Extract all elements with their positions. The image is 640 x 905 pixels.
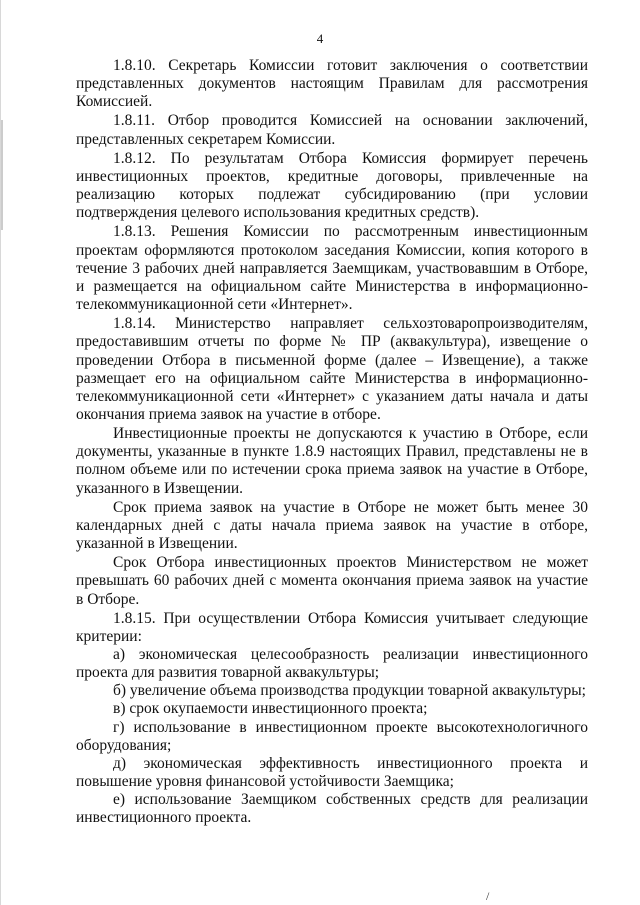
page-number: 4 <box>316 31 324 46</box>
footer-mark: / <box>486 889 490 903</box>
paragraph-exclusion: Инвестиционные проекты не допускаются к участию в Отборе, если документы, указанные в пункте 1.8.9 настоящих Правил, представлены не в полном объеме или по истечении срока приема заявок на участие в Отборе, указанного в Извещении. <box>76 425 588 497</box>
criterion-b: б) увеличение объема производства продукции товарной аквакультуры; <box>113 682 586 700</box>
criterion-d: д) экономическая эффективность инвестиционного проекта и повышение уровня финансовой устойчивости Заемщика; <box>76 754 588 791</box>
paragraph-1-8-14: 1.8.14. Министерство направляет сельхозтоваропроизводителям, предоставившим отчеты по форме № ПР (аквакультура), извещение о проведении Отбора в письменной форме (далее – Извещение), а также размещает его на официальном сайте Министерства в информационно-телекоммуникационной сети «Интернет» с указанием даты начала и даты окончания приема заявок на участие в отборе. <box>76 315 588 423</box>
document-body <box>76 57 588 828</box>
scan-mark <box>1 120 3 230</box>
paragraph-1-8-11: 1.8.11. Отбор проводится Комиссией на основании заключений, представленных секретарем Комиссии. <box>76 112 588 148</box>
paragraph-1-8-12: 1.8.12. По результатам Отбора Комиссия формирует перечень инвестиционных проектов, кредитные договоры, привлеченные на реализацию которых подлежат субсидированию (при условии подтверждения целевого использования кредитных средств). <box>76 149 588 222</box>
paragraph-1-8-13: 1.8.13. Решения Комиссии по рассмотренным инвестиционным проектам оформляются протоколом заседания Комиссии, копия которого в течение 3 рабочих дней направляется Заемщикам, участвовавшим в Отборе, и размещается на официальном сайте Министерства в информационно-телекоммуникационной сети «Интернет». <box>76 223 588 314</box>
criterion-e: е) использование Заемщиком собственных средств для реализации инвестиционного проекта. <box>76 791 588 827</box>
criterion-v: в) срок окупаемости инвестиционного проекта; <box>113 700 428 718</box>
paragraph-application-period: Срок приема заявок на участие в Отборе не может быть менее 30 календарных дней с даты начала приема заявок на участие в отборе, указанной в Извещении. <box>76 498 588 553</box>
criterion-a: а) экономическая целесообразность реализации инвестиционного проекта для развития товарной аквакультуры; <box>76 646 588 682</box>
criterion-g: г) использование в инвестиционном проекте высокотехнологичного оборудования; <box>76 718 588 754</box>
paragraph-selection-period: Срок Отбора инвестиционных проектов Министерством не может превышать 60 рабочих дней с момента окончания приема заявок на участие в Отборе. <box>76 554 588 608</box>
paragraph-1-8-15: 1.8.15. При осуществлении Отбора Комиссия учитывает следующие критерии: <box>76 609 588 645</box>
paragraph-1-8-10: 1.8.10. Секретарь Комиссии готовит заключения о соответствии представленных документов настоящим Правилам для рассмотрения Комиссией. <box>76 57 588 111</box>
